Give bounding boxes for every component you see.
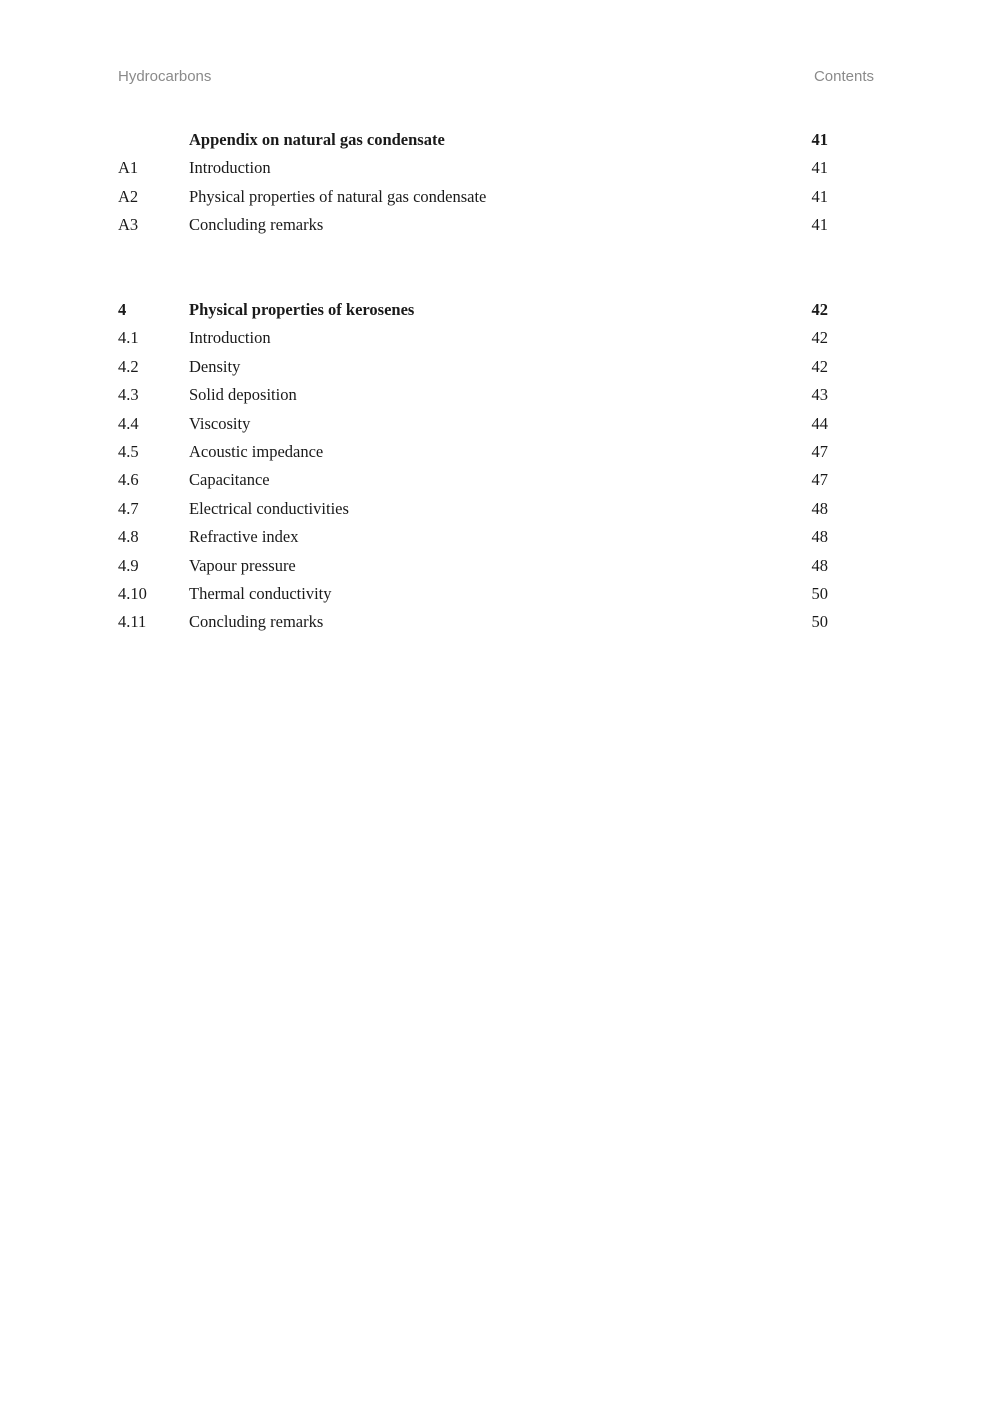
toc-entry[interactable] bbox=[118, 608, 828, 636]
toc-entry-title: Introduction bbox=[189, 328, 271, 348]
toc-entry-number: 4.1 bbox=[118, 328, 139, 348]
toc-entry-number: 4.9 bbox=[118, 555, 139, 575]
toc-entry[interactable] bbox=[118, 580, 828, 608]
toc-entry-number: 4 bbox=[118, 300, 127, 319]
toc-entry-number: 4.10 bbox=[118, 583, 147, 603]
toc-entry-page: 41 bbox=[811, 158, 828, 178]
toc-entry[interactable] bbox=[118, 495, 828, 523]
toc-entry-title: Acoustic impedance bbox=[189, 441, 324, 461]
toc-entry-title: Physical properties of natural gas condensate bbox=[189, 186, 487, 206]
toc-entry[interactable] bbox=[118, 353, 828, 381]
toc-entry-page: 48 bbox=[811, 527, 828, 547]
toc-entry[interactable] bbox=[118, 154, 828, 182]
toc-entry-title: Concluding remarks bbox=[189, 612, 324, 632]
toc-entry-title: Introduction bbox=[189, 158, 271, 178]
toc-entry-number: A2 bbox=[118, 186, 139, 206]
toc-entry-page: 43 bbox=[811, 385, 828, 405]
toc-entry-title: Appendix on natural gas condensate bbox=[189, 130, 445, 149]
toc-entry-number: 4.11 bbox=[118, 612, 147, 632]
toc-entry-page: 42 bbox=[811, 356, 828, 376]
toc-entry[interactable] bbox=[118, 438, 828, 466]
toc-entry-page: 50 bbox=[811, 612, 828, 632]
toc-entry-page: 41 bbox=[811, 215, 828, 235]
toc-entry[interactable] bbox=[118, 466, 828, 494]
toc-entry[interactable] bbox=[118, 523, 828, 551]
toc-entry[interactable] bbox=[118, 381, 828, 409]
toc-entry-title: Vapour pressure bbox=[189, 555, 296, 575]
toc-entry-page: 47 bbox=[811, 441, 828, 461]
toc-entry-page: 48 bbox=[811, 498, 828, 518]
toc-entry-number: A3 bbox=[118, 215, 139, 235]
running-header-section-title: Contents bbox=[813, 68, 874, 85]
toc-entry[interactable] bbox=[118, 211, 828, 239]
toc-entry-page: 42 bbox=[811, 328, 828, 348]
toc-entry[interactable] bbox=[118, 410, 828, 438]
toc-entry-title: Density bbox=[189, 356, 241, 376]
toc-entry-number: 4.7 bbox=[118, 498, 139, 518]
toc-entry-title: Electrical conductivities bbox=[189, 498, 349, 518]
running-header-book-title: Hydrocarbons bbox=[118, 68, 212, 85]
toc-section-heading[interactable] bbox=[118, 296, 828, 324]
toc-entry-page: 48 bbox=[811, 555, 828, 575]
toc-entry-number: 4.2 bbox=[118, 356, 139, 376]
toc-appendix-section bbox=[118, 126, 828, 240]
toc-entry-number: 4.4 bbox=[118, 413, 139, 433]
toc-entry-title: Physical properties of kerosenes bbox=[189, 300, 415, 319]
toc-entry[interactable] bbox=[118, 324, 828, 352]
toc-entry-title: Solid deposition bbox=[189, 385, 297, 405]
toc-entry-title: Capacitance bbox=[189, 470, 270, 490]
toc-entry-page: 42 bbox=[811, 300, 828, 319]
toc-section-heading[interactable] bbox=[118, 126, 828, 154]
toc-entry-page: 44 bbox=[811, 413, 828, 433]
toc-entry-number: 4.8 bbox=[118, 527, 139, 547]
toc-entry-number: 4.6 bbox=[118, 470, 139, 490]
toc-entry-number: A1 bbox=[118, 158, 139, 178]
toc-entry-title: Thermal conductivity bbox=[189, 583, 332, 603]
toc-entry[interactable] bbox=[118, 552, 828, 580]
toc-entry-page: 50 bbox=[811, 583, 828, 603]
toc-entry-title: Refractive index bbox=[189, 527, 299, 547]
toc-entry-page: 41 bbox=[811, 186, 828, 206]
toc-entry[interactable] bbox=[118, 183, 828, 211]
toc-entry-title: Viscosity bbox=[189, 413, 251, 433]
toc-entry-title: Concluding remarks bbox=[189, 215, 324, 235]
toc-chapter-4-section bbox=[118, 296, 828, 637]
toc-entry-page: 47 bbox=[811, 470, 828, 490]
toc-entry-page: 41 bbox=[811, 130, 828, 149]
running-header bbox=[118, 68, 874, 90]
toc-entry-number: 4.5 bbox=[118, 441, 139, 461]
toc-entry-number: 4.3 bbox=[118, 385, 139, 405]
